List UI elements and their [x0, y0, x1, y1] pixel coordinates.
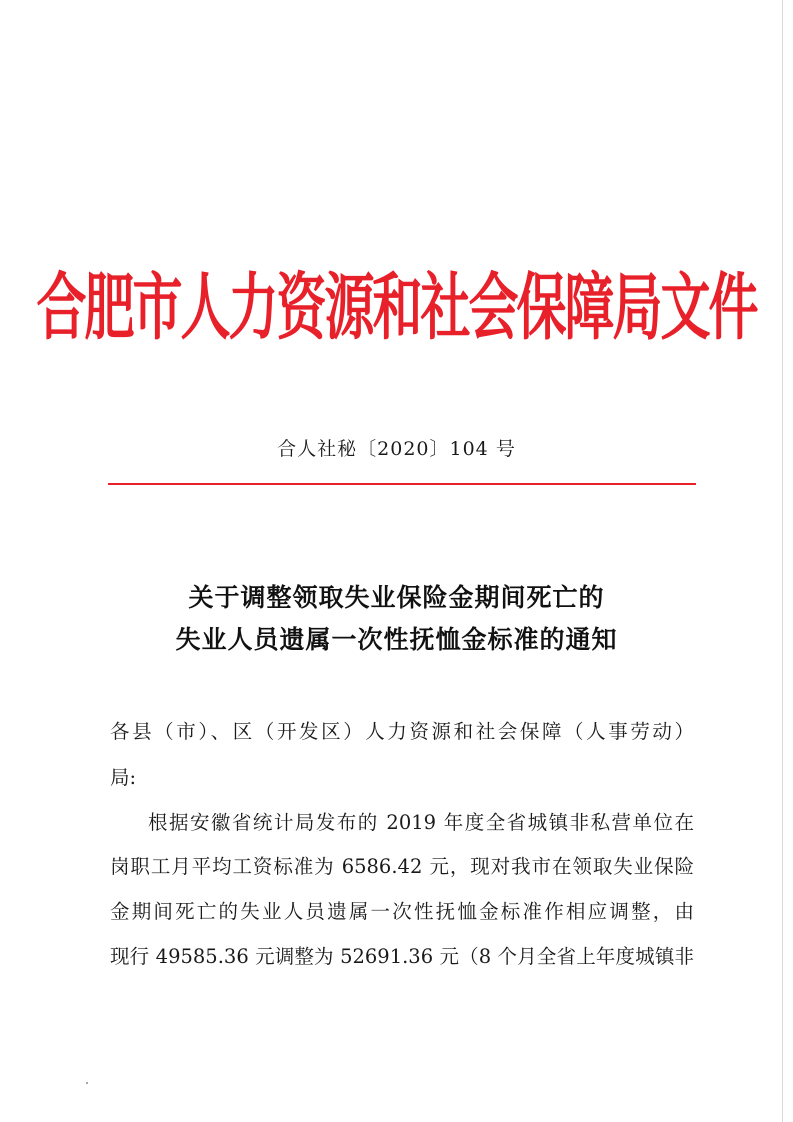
org-header-title: 合肥市人力资源和社会保障局文件 [36, 265, 757, 351]
paragraph-line-4: 现行 49585.36 元调整为 52691.36 元（8 个月全省上年度城镇非 [110, 945, 694, 968]
page-edge-line [782, 0, 783, 1122]
subject-title-line-2: 失业人员遗属一次性抚恤金标准的通知 [175, 625, 618, 654]
paragraph-line-1: 根据安徽省统计局发布的 2019 年度全省城镇非私营单位在 [148, 811, 694, 834]
document-number: 合人社秘〔2020〕104 号 [277, 438, 516, 460]
red-divider-line [108, 483, 696, 485]
paragraph-line-3: 金期间死亡的失业人员遗属一次性抚恤金标准作相应调整，由 [110, 900, 694, 923]
addressee-line-1: 各县（市）、区（开发区）人力资源和社会保障（人事劳动） [110, 720, 694, 743]
subject-title-line-1: 关于调整领取失业保险金期间死亡的 [188, 583, 605, 612]
paragraph-line-2: 岗职工月平均工资标准为 6586.42 元，现对我市在领取失业保险 [110, 855, 694, 878]
scan-speck [86, 1082, 88, 1084]
addressee-line-2: 局: [110, 766, 137, 789]
